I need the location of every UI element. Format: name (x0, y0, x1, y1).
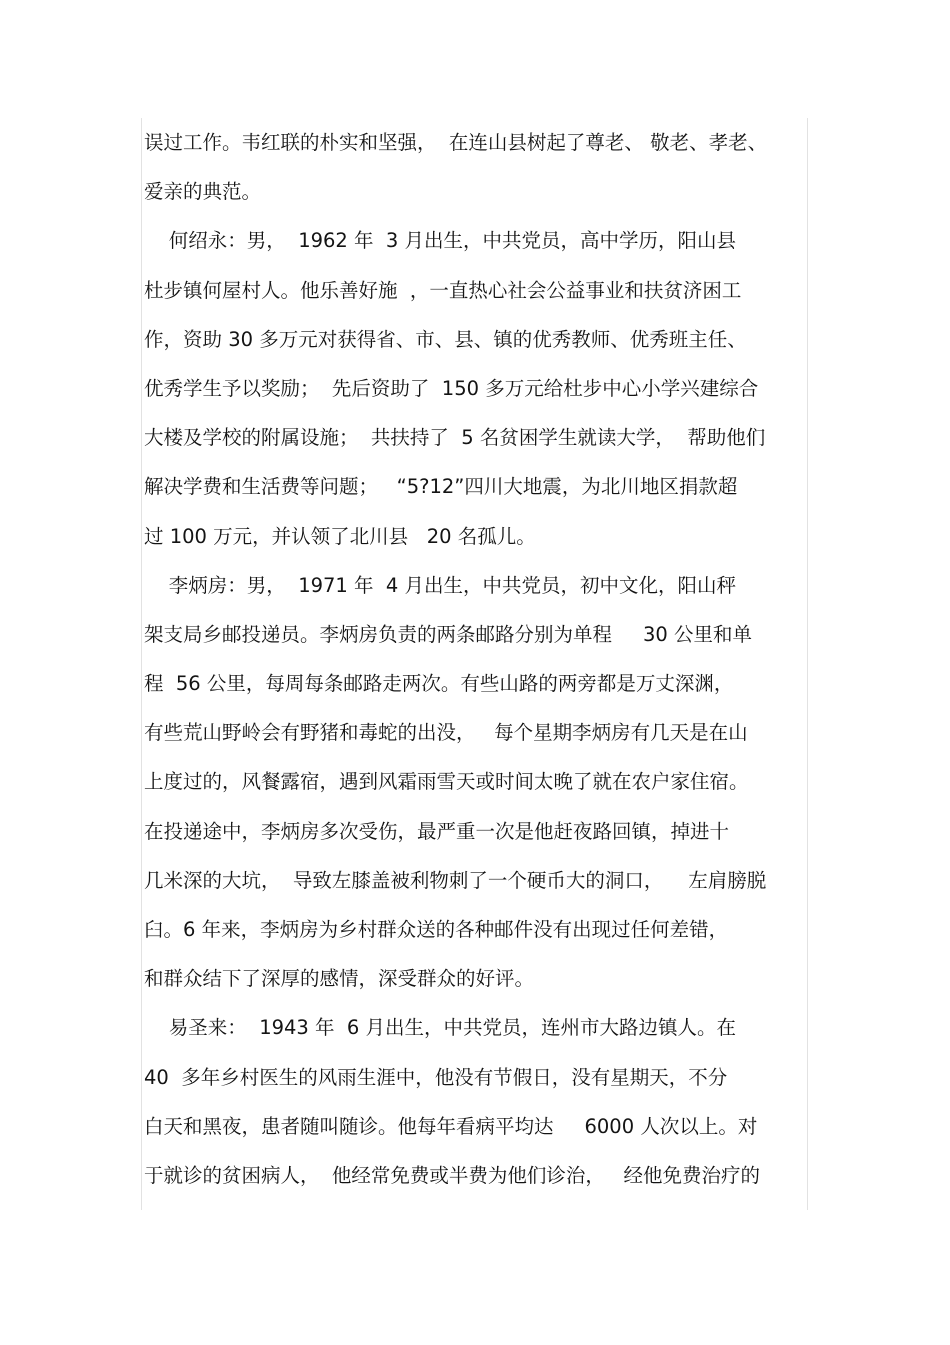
text-line: 误过工作。韦红联的朴实和坚强， 在连山县树起了尊老、 敬老、孝老、 (144, 131, 768, 154)
text-line: 大楼及学校的附属设施； 共扶持了 5 名贫困学生就读大学， 帮助他们 (144, 426, 766, 450)
text-line: 杜步镇何屋村人。他乐善好施 ，一直热心社会公益事业和扶贫济困工 (144, 278, 742, 302)
page-left-edge-line (141, 118, 142, 1210)
text-line: 臼。6 年来，李炳房为乡村群众送的各种邮件没有出现过任何差错， (144, 918, 729, 941)
text-line: 优秀学生予以奖励； 先后资助了 150 多万元给杜步中心小学兴建综合 (144, 376, 759, 400)
text-line: 上度过的，风餐露宿，遇到风霜雨雪天或时间太晚了就在农户家住宿。 (144, 770, 749, 794)
text-line: 易圣来： 1943 年 6 月出生，中共党员，连州市大路边镇人。在 (144, 1016, 737, 1040)
text-line: 于就诊的贫困病人， 他经常免费或半费为他们诊治， 经他免费治疗的 (144, 1163, 760, 1187)
text-line: 李炳房：男， 1971 年 4 月出生，中共党员，初中文化，阳山秤 (144, 573, 737, 597)
text-line: 和群众结下了深厚的感情，深受群众的好评。 (144, 967, 535, 991)
text-line: 架支局乡邮投递员。李炳房负责的两条邮路分别为单程 30 公里和单 (144, 622, 753, 646)
body-text (144, 118, 808, 1200)
text-line: 几米深的大坑， 导致左膝盖被利物刺了一个硬币大的洞口， 左肩膀脱 (144, 868, 767, 892)
text-line: 何绍永：男， 1962 年 3 月出生，中共党员，高中学历，阳山县 (144, 229, 737, 253)
text-line: 爱亲的典范。 (144, 180, 262, 204)
text-line: 过 100 万元，并认领了北川县 20 名孤儿。 (144, 524, 536, 548)
text-line: 程 56 公里，每周每条邮路走两次。有些山路的两旁都是万丈深渊， (144, 672, 734, 696)
text-line: 作，资助 30 多万元对获得省、市、县、镇的优秀教师、优秀班主任、 (144, 327, 747, 351)
text-line: 有些荒山野岭会有野猪和毒蛇的出没， 每个星期李炳房有几天是在山 (144, 721, 748, 745)
text-line: 白天和黑夜，患者随叫随诊。他每年看病平均达 6000 人次以上。对 (144, 1114, 758, 1138)
text-line: 在投递途中，李炳房多次受伤，最严重一次是他赶夜路回镇，掉进十 (144, 819, 730, 843)
text-line: 40 多年乡村医生的风雨生涯中，他没有节假日，没有星期天，不分 (144, 1065, 728, 1089)
text-line: 解决学费和生活费等问题； “5?12”四川大地震，为北川地区捐款超 (144, 475, 738, 499)
